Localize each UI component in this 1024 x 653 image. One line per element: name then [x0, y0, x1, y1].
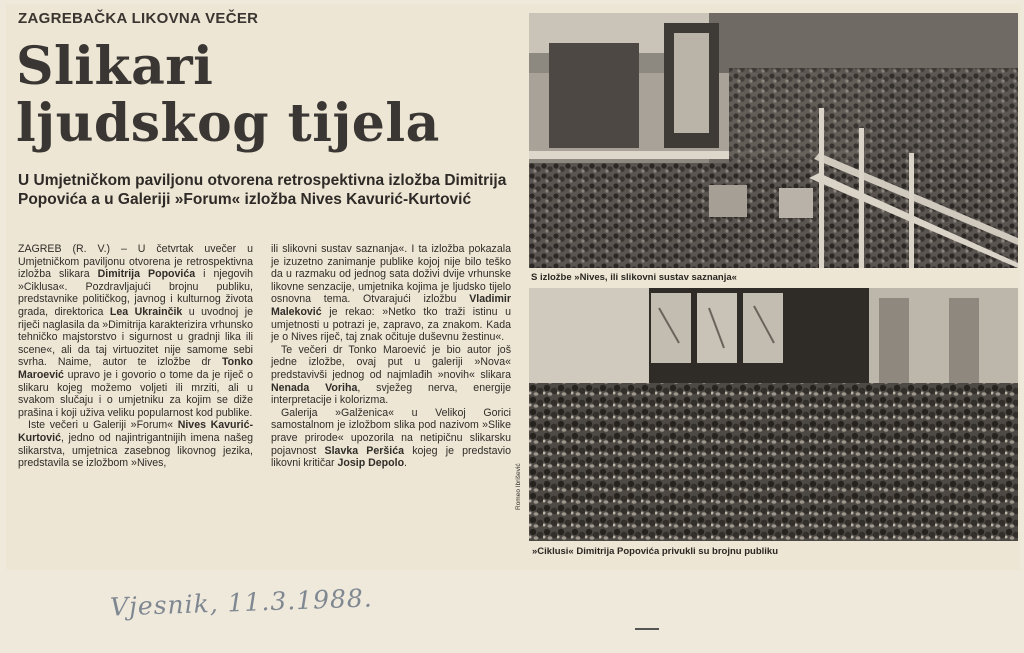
gallery-staircase-illustration [529, 13, 1018, 268]
headline-line-2: ljudskog tijela [16, 93, 440, 154]
gallery-staircase-photo [529, 13, 1018, 268]
pencil-mark [635, 628, 659, 630]
photo-caption-bottom: »Ciklusi« Dimitrija Popovića privukli su brojnu publiku [532, 546, 778, 557]
paragraph: Iste večeri u Galeriji »Forum« Nives Kavurić-Kurtović, jedno od najintrigantnijih imena našeg slikarstva, umjetnica zasebnog likovnog jezika, predstavila se izložbom »Nives, [18, 419, 253, 470]
article-kicker: ZAGREBAČKA LIKOVNA VEČER [18, 10, 259, 27]
article-headline [16, 38, 516, 152]
headline-line-1: Slikari [16, 36, 214, 97]
audience-illustration [529, 288, 1018, 541]
paragraph: Galerija »Galženica« u Velikoj Gorici samostalnom je izložbom slika pod nazivom »Slike prave prirode« upozorila na netipičnu slikarsku pojavnost Slavka Peršića kojeg je predstavio likovni kritičar Josip Depolo. [271, 406, 512, 470]
paragraph: ili slikovni sustav saznanja«. I ta izložba pokazala je izuzetno zanimanje publike kojoj nije bilo teško da u razmaku od jednog sata doživi dvije vrhunske likovne senzacije, umjetnika kojima je ljudsko tijelo osnovna tema. Otvarajući izložbu Vladimir Maleković je rekao: »Netko tko traži istinu u umjetnosti u potrazi je, zapravo, za znakom. Kada je o Nives riječ, taj znak očituje duševnu žestinu«. [271, 243, 511, 344]
audience-photo [529, 288, 1018, 541]
photo-credit: Romeo Ibrišević [515, 463, 522, 510]
article-subheadline: U Umjetničkom paviljonu otvorena retrospektivna izložba Dimitrija Popovića a u Galeriji »Forum« izložba Nives Kavurić-Kurtović [18, 172, 507, 208]
article-column-1 [18, 243, 253, 470]
handwritten-note: Vjesnik, 11.3.1988. [109, 583, 374, 622]
paragraph: ZAGREB (R. V.) – U četvrtak uvečer u Umjetničkom paviljonu otvorena je retrospektivna izložba slikara Dimitrija Popovića i njegovih »Ciklusa«. Pozdravljajući brojnu publiku, predstavnike političkog, javnog i kulturnog života grada, direktorica Lea Ukrainčik u uvodnoj je riječi naglasila da »Dimitrija karakterizira vrhunsko tehničko majstorstvo i sigurnost u gradnji lika ili scene«, ali da taj virtuozitet nije samome sebi svrha. Naime, autor te izložbe dr Tonko Maroević upravo je i govorio o tome da je riječ o slikaru kojeg možemo voljeti ili mrziti, ali u svakom slučaju i o umjetniku za kojim se diže prašina i koji uživa veliku popularnost kod publike. [18, 243, 253, 419]
paragraph: Te večeri dr Tonko Maroević je bio autor još jedne izložbe, ovaj put u galeriji »Nova« predstavivši jednog od najmlađih »novih« slikara Nenada Voriha, svježeg nerva, energije interpretacije i kolorizma. [271, 343, 511, 407]
photo-caption-top: S izložbe »Nives, ili slikovni sustav saznanja« [531, 272, 737, 283]
article-column-2 [271, 243, 511, 470]
